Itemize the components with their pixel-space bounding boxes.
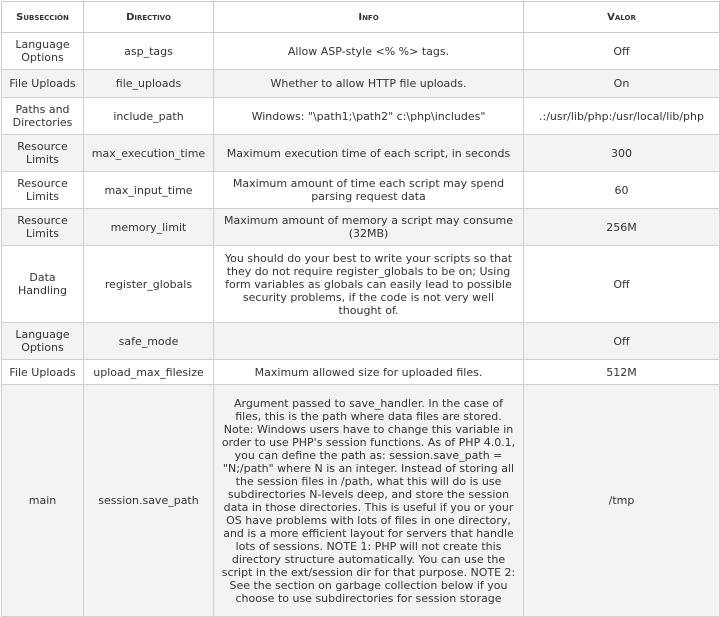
info-cell: Maximum amount of memory a script may consume (32MB) <box>214 209 524 246</box>
table-row <box>2 385 720 617</box>
info-cell: Whether to allow HTTP file uploads. <box>214 70 524 98</box>
subsection-cell: File Uploads <box>2 360 84 385</box>
directive-cell: file_uploads <box>84 70 214 98</box>
value-cell: /tmp <box>524 385 720 617</box>
subsection-cell: File Uploads <box>2 70 84 98</box>
directive-column-header: Directivo <box>84 2 214 33</box>
php-directives-table <box>1 1 720 617</box>
table-row <box>2 33 720 70</box>
directive-cell: max_execution_time <box>84 135 214 172</box>
directive-cell: upload_max_filesize <box>84 360 214 385</box>
info-cell <box>214 323 524 360</box>
table-row <box>2 135 720 172</box>
table-row <box>2 209 720 246</box>
table-row <box>2 98 720 135</box>
subsection-cell: Language Options <box>2 323 84 360</box>
table-row <box>2 323 720 360</box>
subsection-cell: Resource Limits <box>2 209 84 246</box>
table-row <box>2 70 720 98</box>
subsection-cell: Resource Limits <box>2 172 84 209</box>
info-cell: Maximum execution time of each script, in seconds <box>214 135 524 172</box>
directive-cell: include_path <box>84 98 214 135</box>
directive-cell: session.save_path <box>84 385 214 617</box>
directive-cell: safe_mode <box>84 323 214 360</box>
info-cell: Argument passed to save_handler. In the case of files, this is the path where data files are stored. Note: Windows users have to change this variable in order to use PHP's session functions. As of PHP 4.0.1, you can define the path as: session.save_path = "N;/path" where N is an integer. Instead of storing all the session files in /path, what this will do is use subdirectories N-levels deep, and store the session data in those directories. This is useful if you or your OS have problems with lots of files in one directory, and is a more efficient layout for servers that handle lots of sessions. NOTE 1: PHP will not create this directory structure automatically. You can use the script in the ext/session dir for that purpose. NOTE 2: See the section on garbage collection below if you choose to use subdirectories for session storage <box>214 385 524 617</box>
table-row <box>2 172 720 209</box>
subsection-cell: Paths and Directories <box>2 98 84 135</box>
value-cell: 300 <box>524 135 720 172</box>
info-column-header: Info <box>214 2 524 33</box>
directive-cell: memory_limit <box>84 209 214 246</box>
directive-cell: max_input_time <box>84 172 214 209</box>
value-cell: 256M <box>524 209 720 246</box>
value-cell: .:/usr/lib/php:/usr/local/lib/php <box>524 98 720 135</box>
info-cell: Allow ASP-style <% %> tags. <box>214 33 524 70</box>
value-cell: 512M <box>524 360 720 385</box>
table-row <box>2 246 720 323</box>
subsection-cell: Data Handling <box>2 246 84 323</box>
table-header-row <box>2 2 720 33</box>
info-cell: Maximum allowed size for uploaded files. <box>214 360 524 385</box>
subsection-cell: Language Options <box>2 33 84 70</box>
directive-cell: asp_tags <box>84 33 214 70</box>
value-cell: Off <box>524 33 720 70</box>
info-cell: You should do your best to write your scripts so that they do not require register_globals to be on; Using form variables as globals can easily lead to possible security problems, if the code is not very well thought of. <box>214 246 524 323</box>
value-column-header: Valor <box>524 2 720 33</box>
value-cell: On <box>524 70 720 98</box>
value-cell: Off <box>524 246 720 323</box>
subsection-cell: Resource Limits <box>2 135 84 172</box>
info-cell: Maximum amount of time each script may spend parsing request data <box>214 172 524 209</box>
table-row <box>2 360 720 385</box>
directive-cell: register_globals <box>84 246 214 323</box>
info-cell: Windows: "\path1;\path2" c:\php\includes" <box>214 98 524 135</box>
php-settings-panel <box>1 1 719 613</box>
subsection-column-header: Subsección <box>2 2 84 33</box>
value-cell: 60 <box>524 172 720 209</box>
value-cell: Off <box>524 323 720 360</box>
subsection-cell: main <box>2 385 84 617</box>
